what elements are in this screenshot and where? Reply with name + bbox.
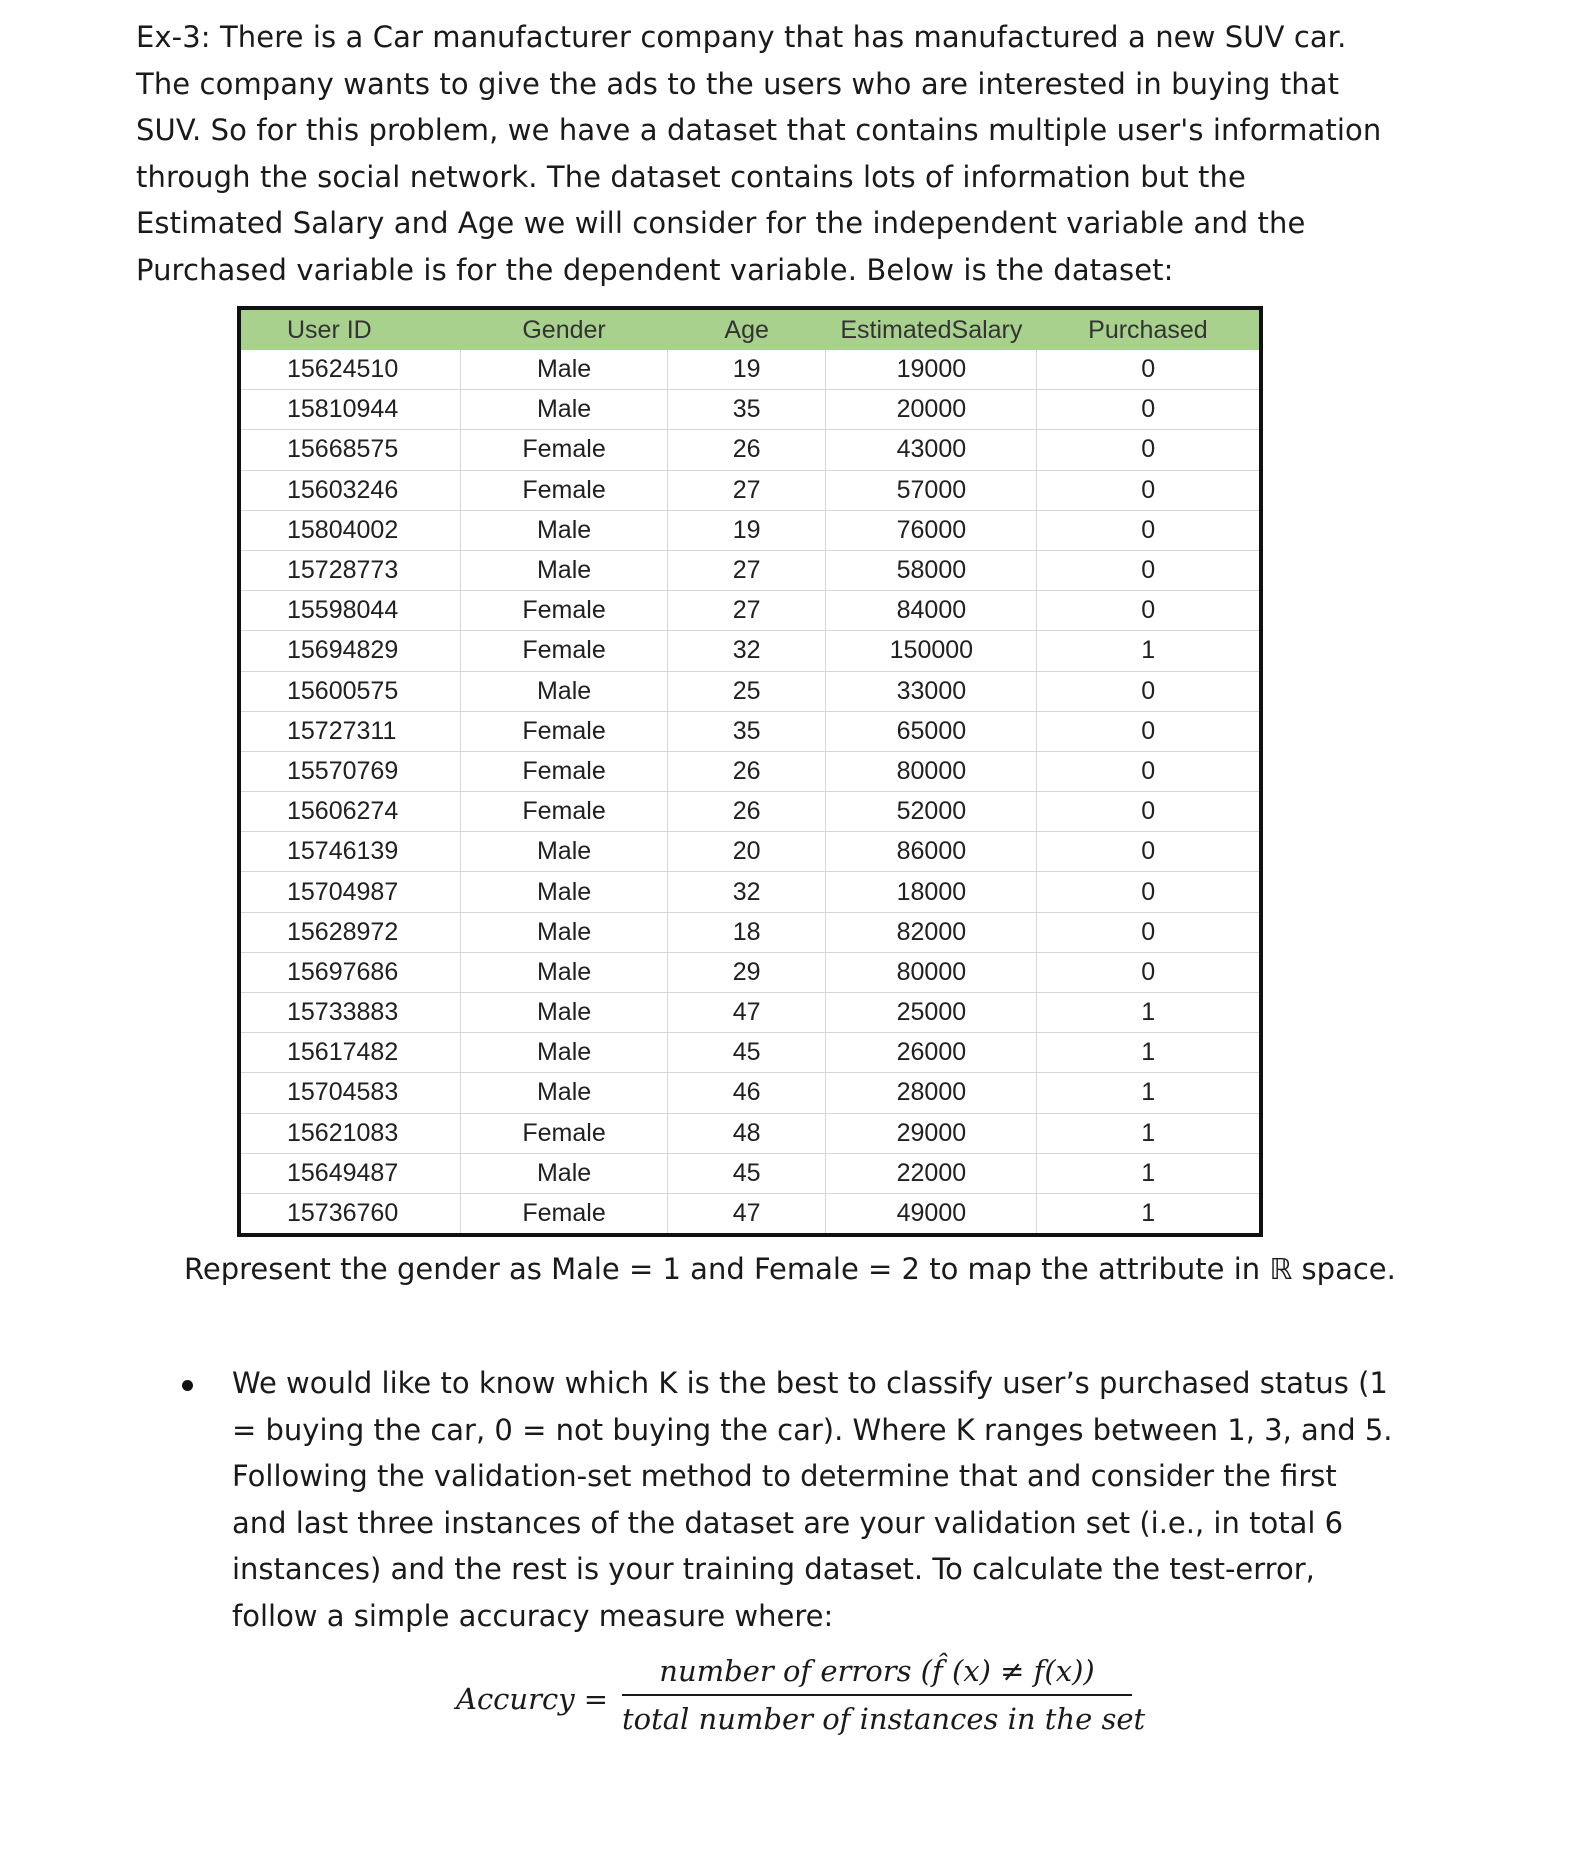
cell-purchased: 0 bbox=[1037, 350, 1261, 390]
cell-estimated-salary: 52000 bbox=[826, 792, 1037, 832]
table-header-row bbox=[239, 308, 1261, 350]
bullet-line: and last three instances of the dataset are your validation set (i.e., in total 6 bbox=[232, 1505, 1344, 1540]
table-row bbox=[239, 711, 1261, 751]
cell-gender: Male bbox=[461, 872, 668, 912]
cell-purchased: 1 bbox=[1037, 1113, 1261, 1153]
cell-purchased: 0 bbox=[1037, 952, 1261, 992]
table-row bbox=[239, 470, 1261, 510]
cell-purchased: 0 bbox=[1037, 550, 1261, 590]
cell-gender: Female bbox=[461, 591, 668, 631]
cell-purchased: 0 bbox=[1037, 430, 1261, 470]
header-gender: Gender bbox=[461, 308, 668, 350]
cell-gender: Male bbox=[461, 510, 668, 550]
cell-estimated-salary: 65000 bbox=[826, 711, 1037, 751]
cell-age: 27 bbox=[667, 470, 826, 510]
cell-user-id: 15628972 bbox=[239, 912, 461, 952]
cell-gender: Female bbox=[461, 1193, 668, 1235]
gender-mapping-note: Represent the gender as Male = 1 and Female = 2 to map the attribute in ℝ space. bbox=[184, 1252, 1396, 1286]
cell-user-id: 15704987 bbox=[239, 872, 461, 912]
cell-age: 27 bbox=[667, 591, 826, 631]
cell-user-id: 15804002 bbox=[239, 510, 461, 550]
cell-estimated-salary: 58000 bbox=[826, 550, 1037, 590]
table-row bbox=[239, 1193, 1261, 1235]
bullet-text bbox=[232, 1360, 1393, 1640]
cell-age: 26 bbox=[667, 792, 826, 832]
bullet-line: follow a simple accuracy measure where: bbox=[232, 1598, 834, 1633]
cell-user-id: 15570769 bbox=[239, 751, 461, 791]
dataset-table bbox=[237, 306, 1263, 1237]
cell-user-id: 15600575 bbox=[239, 671, 461, 711]
cell-gender: Female bbox=[461, 631, 668, 671]
cell-estimated-salary: 20000 bbox=[826, 390, 1037, 430]
cell-estimated-salary: 26000 bbox=[826, 1033, 1037, 1073]
table-row bbox=[239, 952, 1261, 992]
cell-estimated-salary: 150000 bbox=[826, 631, 1037, 671]
table-row bbox=[239, 550, 1261, 590]
table-row bbox=[239, 993, 1261, 1033]
intro-line: Estimated Salary and Age we will consider for the independent variable and the bbox=[136, 206, 1306, 240]
intro-line: The company wants to give the ads to the users who are interested in buying that bbox=[136, 66, 1340, 101]
table-row bbox=[239, 510, 1261, 550]
cell-purchased: 0 bbox=[1037, 470, 1261, 510]
cell-age: 27 bbox=[667, 550, 826, 590]
cell-age: 19 bbox=[667, 510, 826, 550]
cell-estimated-salary: 49000 bbox=[826, 1193, 1037, 1235]
cell-age: 35 bbox=[667, 390, 826, 430]
cell-gender: Female bbox=[461, 751, 668, 791]
cell-gender: Male bbox=[461, 1073, 668, 1113]
cell-estimated-salary: 18000 bbox=[826, 872, 1037, 912]
fraction-bar bbox=[622, 1694, 1132, 1696]
cell-estimated-salary: 82000 bbox=[826, 912, 1037, 952]
cell-estimated-salary: 28000 bbox=[826, 1073, 1037, 1113]
table-row bbox=[239, 832, 1261, 872]
cell-user-id: 15598044 bbox=[239, 591, 461, 631]
cell-age: 48 bbox=[667, 1113, 826, 1153]
cell-age: 46 bbox=[667, 1073, 826, 1113]
cell-gender: Female bbox=[461, 430, 668, 470]
cell-purchased: 0 bbox=[1037, 751, 1261, 791]
cell-age: 32 bbox=[667, 872, 826, 912]
cell-age: 26 bbox=[667, 430, 826, 470]
table-row bbox=[239, 1073, 1261, 1113]
cell-user-id: 15617482 bbox=[239, 1033, 461, 1073]
cell-age: 18 bbox=[667, 912, 826, 952]
intro-line: through the social network. The dataset contains lots of information but the bbox=[136, 159, 1246, 194]
cell-user-id: 15733883 bbox=[239, 993, 461, 1033]
intro-line: Ex-3: There is a Car manufacturer company that has manufactured a new SUV car. bbox=[136, 20, 1347, 54]
table-row bbox=[239, 1113, 1261, 1153]
intro-line: Purchased variable is for the dependent variable. Below is the dataset: bbox=[136, 252, 1174, 287]
bullet-line: instances) and the rest is your training dataset. To calculate the test-error, bbox=[232, 1552, 1315, 1587]
cell-estimated-salary: 29000 bbox=[826, 1113, 1037, 1153]
cell-gender: Male bbox=[461, 993, 668, 1033]
cell-gender: Female bbox=[461, 711, 668, 751]
cell-user-id: 15704583 bbox=[239, 1073, 461, 1113]
cell-purchased: 0 bbox=[1037, 872, 1261, 912]
bullet-line: We would like to know which K is the best to classify user’s purchased status (1 bbox=[232, 1366, 1388, 1400]
cell-age: 32 bbox=[667, 631, 826, 671]
header-age: Age bbox=[667, 308, 826, 350]
bullet-icon bbox=[182, 1380, 193, 1391]
cell-estimated-salary: 19000 bbox=[826, 350, 1037, 390]
cell-user-id: 15649487 bbox=[239, 1153, 461, 1193]
table-row bbox=[239, 872, 1261, 912]
cell-estimated-salary: 80000 bbox=[826, 952, 1037, 992]
intro-line: SUV. So for this problem, we have a dataset that contains multiple user's information bbox=[136, 113, 1382, 147]
cell-estimated-salary: 84000 bbox=[826, 591, 1037, 631]
cell-purchased: 1 bbox=[1037, 1033, 1261, 1073]
cell-user-id: 15736760 bbox=[239, 1193, 461, 1235]
cell-gender: Male bbox=[461, 1153, 668, 1193]
cell-estimated-salary: 80000 bbox=[826, 751, 1037, 791]
cell-age: 29 bbox=[667, 952, 826, 992]
header-user-id: User ID bbox=[239, 308, 461, 350]
cell-purchased: 0 bbox=[1037, 792, 1261, 832]
cell-purchased: 0 bbox=[1037, 671, 1261, 711]
cell-gender: Male bbox=[461, 671, 668, 711]
table-row bbox=[239, 631, 1261, 671]
cell-gender: Male bbox=[461, 390, 668, 430]
table-row bbox=[239, 751, 1261, 791]
cell-estimated-salary: 22000 bbox=[826, 1153, 1037, 1193]
cell-age: 20 bbox=[667, 832, 826, 872]
cell-user-id: 15727311 bbox=[239, 711, 461, 751]
cell-age: 19 bbox=[667, 350, 826, 390]
table-row bbox=[239, 671, 1261, 711]
cell-user-id: 15694829 bbox=[239, 631, 461, 671]
table-row bbox=[239, 1153, 1261, 1193]
cell-gender: Male bbox=[461, 952, 668, 992]
formula-numerator: number of errors (f̂ (x) ≠ f(x)) bbox=[659, 1654, 1095, 1688]
cell-age: 45 bbox=[667, 1033, 826, 1073]
header-purchased: Purchased bbox=[1037, 308, 1261, 350]
cell-user-id: 15668575 bbox=[239, 430, 461, 470]
cell-purchased: 1 bbox=[1037, 1193, 1261, 1235]
cell-user-id: 15624510 bbox=[239, 350, 461, 390]
table-row bbox=[239, 792, 1261, 832]
table-row bbox=[239, 390, 1261, 430]
table-row bbox=[239, 591, 1261, 631]
cell-purchased: 1 bbox=[1037, 1073, 1261, 1113]
header-estimated-salary: EstimatedSalary bbox=[826, 308, 1037, 350]
cell-gender: Female bbox=[461, 470, 668, 510]
bullet-line: = buying the car, 0 = not buying the car). Where K ranges between 1, 3, and 5. bbox=[232, 1412, 1393, 1447]
cell-user-id: 15746139 bbox=[239, 832, 461, 872]
cell-estimated-salary: 57000 bbox=[826, 470, 1037, 510]
cell-user-id: 15810944 bbox=[239, 390, 461, 430]
cell-gender: Male bbox=[461, 912, 668, 952]
cell-purchased: 0 bbox=[1037, 591, 1261, 631]
cell-gender: Female bbox=[461, 792, 668, 832]
cell-purchased: 0 bbox=[1037, 510, 1261, 550]
intro-paragraph bbox=[136, 14, 1436, 293]
cell-age: 25 bbox=[667, 671, 826, 711]
cell-purchased: 0 bbox=[1037, 390, 1261, 430]
cell-user-id: 15606274 bbox=[239, 792, 461, 832]
cell-age: 47 bbox=[667, 993, 826, 1033]
cell-gender: Male bbox=[461, 550, 668, 590]
cell-purchased: 1 bbox=[1037, 631, 1261, 671]
cell-age: 45 bbox=[667, 1153, 826, 1193]
cell-user-id: 15603246 bbox=[239, 470, 461, 510]
cell-estimated-salary: 33000 bbox=[826, 671, 1037, 711]
formula-denominator: total number of instances in the set bbox=[622, 1702, 1146, 1736]
cell-estimated-salary: 25000 bbox=[826, 993, 1037, 1033]
cell-estimated-salary: 43000 bbox=[826, 430, 1037, 470]
cell-purchased: 1 bbox=[1037, 993, 1261, 1033]
bullet-line: Following the validation-set method to determine that and consider the first bbox=[232, 1459, 1337, 1494]
cell-gender: Male bbox=[461, 832, 668, 872]
formula-fraction bbox=[622, 1652, 1146, 1738]
cell-age: 26 bbox=[667, 751, 826, 791]
cell-estimated-salary: 86000 bbox=[826, 832, 1037, 872]
cell-user-id: 15728773 bbox=[239, 550, 461, 590]
cell-user-id: 15697686 bbox=[239, 952, 461, 992]
cell-purchased: 1 bbox=[1037, 1153, 1261, 1193]
cell-user-id: 15621083 bbox=[239, 1113, 461, 1153]
cell-purchased: 0 bbox=[1037, 832, 1261, 872]
cell-purchased: 0 bbox=[1037, 912, 1261, 952]
table-body bbox=[239, 350, 1261, 1235]
cell-gender: Male bbox=[461, 1033, 668, 1073]
table-row bbox=[239, 430, 1261, 470]
formula-lhs: Accurcy = bbox=[456, 1682, 609, 1716]
table-row bbox=[239, 1033, 1261, 1073]
cell-purchased: 0 bbox=[1037, 711, 1261, 751]
table-row bbox=[239, 350, 1261, 390]
cell-gender: Female bbox=[461, 1113, 668, 1153]
cell-gender: Male bbox=[461, 350, 668, 390]
table-row bbox=[239, 912, 1261, 952]
cell-age: 35 bbox=[667, 711, 826, 751]
cell-estimated-salary: 76000 bbox=[826, 510, 1037, 550]
cell-age: 47 bbox=[667, 1193, 826, 1235]
